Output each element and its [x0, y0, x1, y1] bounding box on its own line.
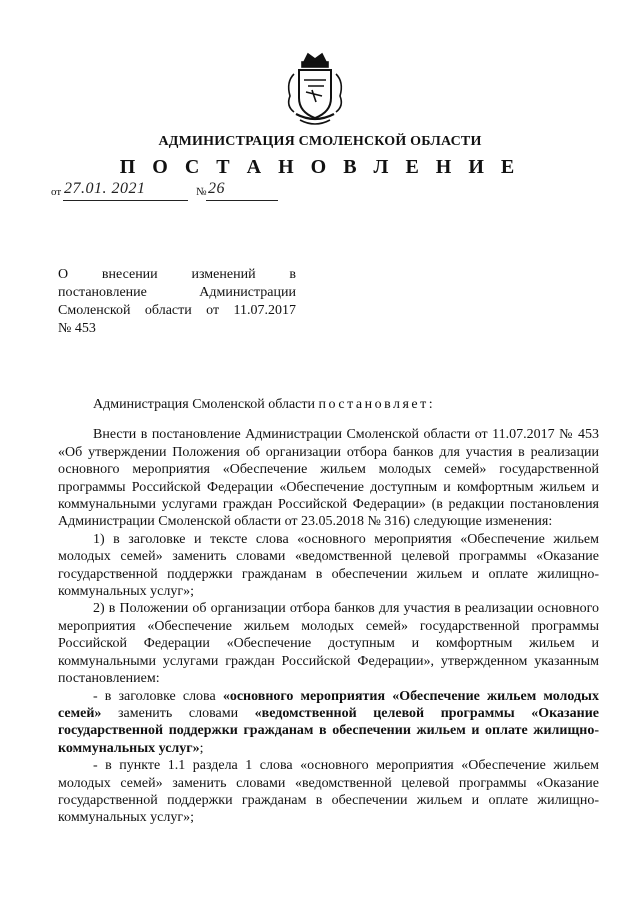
subject-line: Смоленской области от 11.07.2017	[58, 303, 296, 318]
document-date: 27.01. 2021	[64, 180, 146, 197]
bold-text-run: «основного мероприятия «Обеспечение жильем молодых семей»	[58, 688, 599, 721]
body-paragraph: 1) в заголовке и тексте слова «основного мероприятия «Обеспечение жильем молодых семей» заменить словами «ведомственной целевой программы «Оказание государственной поддержки гражданам в обеспечении жильем и оплате жилищно-коммунальных услуг»;	[58, 531, 599, 600]
subject-line: № 453	[58, 321, 96, 336]
text-run: ;	[199, 740, 204, 756]
preamble-resolves: постановляет:	[318, 397, 436, 412]
body-paragraph: 2) в Положении об организации отбора банков для участия в реализации основного мероприятия «Обеспечение жильем молодых семей» государственной программы Российской Федерации «Обеспечение доступным и комфортным жильем и коммунальными услугами граждан Российской Федерации», утвержденном указанным постановлением:	[58, 601, 599, 687]
number-prefix: №	[196, 186, 207, 198]
date-prefix: от	[51, 186, 62, 198]
subject-line: постановление Администрации	[58, 285, 296, 300]
date-underline	[63, 200, 188, 201]
organization-name: АДМИНИСТРАЦИЯ СМОЛЕНСКОЙ ОБЛАСТИ	[158, 134, 482, 149]
document-subject	[58, 266, 296, 338]
body-paragraph: Внести в постановление Администрации Смоленской области от 11.07.2017 № 453 «Об утверждении Положения об организации отбора банков для участия в реализации основного мероприятия «Обеспечение жильем молодых семей» государственной программы Российской Федерации «Обеспечение доступным и комфортным жильем и коммунальными услугами граждан Российской Федерации» (в редакции постановления Администрации Смоленской области от 23.05.2018 № 316) следующие изменения:	[58, 427, 599, 530]
coat-of-arms-emblem	[280, 50, 350, 130]
document-type-title: П О С Т А Н О В Л Е Н И Е	[119, 156, 521, 178]
preamble	[58, 396, 599, 413]
subject-line: О внесении изменений в	[58, 267, 296, 282]
document-number: 26	[208, 180, 225, 197]
document-body	[58, 396, 599, 827]
bold-text-run: «ведомственной целевой программы «Оказание государственной поддержки гражданам в обеспечении жильем и оплате жилищно-коммунальных услуг»	[58, 705, 599, 756]
body-paragraph-bold	[58, 688, 599, 758]
body-paragraph: - в пункте 1.1 раздела 1 слова «основного мероприятия «Обеспечение жильем молодых семей» заменить словами «ведомственной целевой программы «Оказание государственной поддержки гражданам в обеспечении жильем и оплате жилищно-коммунальных услуг»;	[58, 758, 599, 826]
preamble-text: Администрация Смоленской области	[93, 397, 319, 412]
text-run: - в заголовке слова	[93, 688, 223, 704]
number-underline	[206, 200, 278, 201]
text-run: заменить словами	[101, 705, 255, 721]
